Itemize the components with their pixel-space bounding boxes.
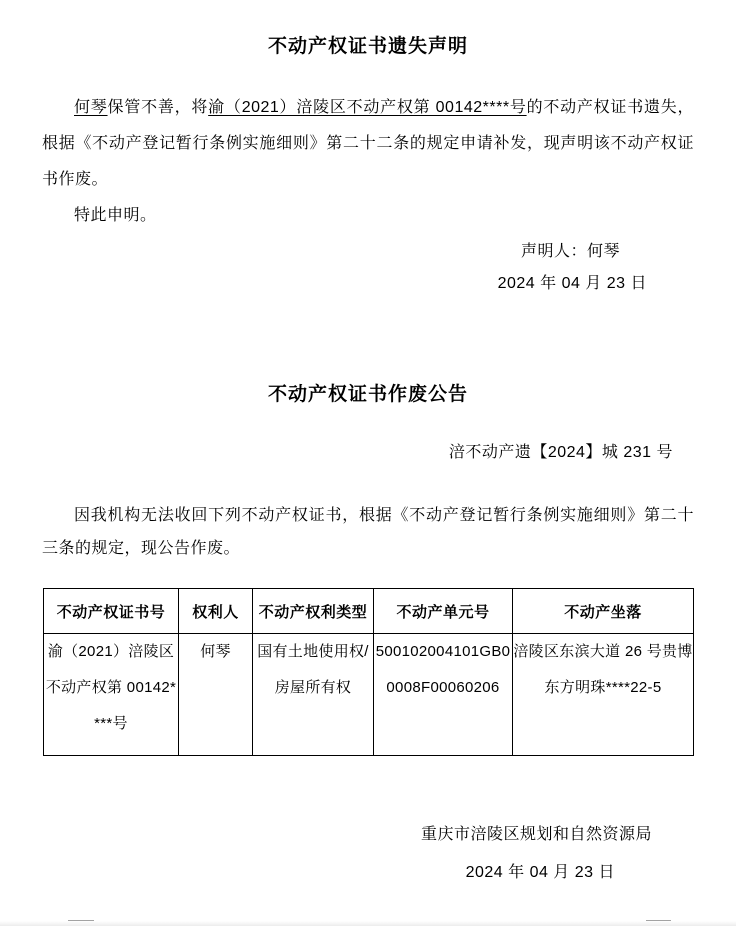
notice-signature-block (42, 816, 694, 892)
document-page (0, 36, 736, 926)
header-unit-no: 不动产单元号 (374, 589, 513, 634)
header-location: 不动产坐落 (513, 589, 694, 634)
declaration-text-segment: 保管不善，将 (107, 99, 209, 116)
declaration-text-segment: 的不动产权证书遗失，根据《不动产登记暂行条例实施细则》第二十二条的规定申请补发，现声明该不动产权证书作废。 (42, 99, 694, 188)
notice-title: 不动产权证书作废公告 (267, 384, 468, 405)
declaration-signature-block (42, 236, 694, 300)
page-gap-strip (0, 921, 736, 926)
cell-certificate-no: 渝（2021）涪陵区不动产权第 00142****号 (44, 634, 179, 756)
header-holder: 权利人 (179, 589, 253, 634)
declaration-title: 不动产权证书遗失声明 (267, 36, 468, 57)
document-body (0, 36, 736, 892)
cell-unit-no: 500102004101GB00008F00060206 (374, 634, 513, 756)
notice-date: 2024 年 04 月 23 日 (465, 864, 615, 881)
declaration-paragraph (42, 90, 694, 198)
cell-location: 涪陵区东滨大道 26 号贵博东方明珠****22-5 (513, 634, 694, 756)
notice-paragraph: 因我机构无法收回下列不动产权证书，根据《不动产登记暂行条例实施细则》第二十三条的规定，现公告作废。 (42, 507, 694, 557)
certificate-number-underlined: 渝（2021）涪陵区不动产权第 00142****号 (208, 99, 527, 116)
declaration-date: 2024 年 04 月 23 日 (497, 275, 647, 292)
notice-doc-number: 涪不动产遗【2024】城 231 号 (448, 444, 673, 461)
declaration-signer: 声明人：何琴 (520, 243, 620, 260)
header-right-type: 不动产权利类型 (253, 589, 374, 634)
certificate-table (43, 588, 694, 756)
header-certificate-no: 不动产权证书号 (44, 589, 179, 634)
cell-right-type: 国有土地使用权/房屋所有权 (253, 634, 374, 756)
cell-holder: 何琴 (179, 634, 253, 756)
declarant-name-underlined: 何琴 (74, 99, 108, 116)
notice-agency: 重庆市涪陵区规划和自然资源局 (420, 826, 652, 843)
table-row (44, 634, 694, 756)
declaration-closing: 特此申明。 (74, 207, 157, 224)
table-header-row (44, 589, 694, 634)
